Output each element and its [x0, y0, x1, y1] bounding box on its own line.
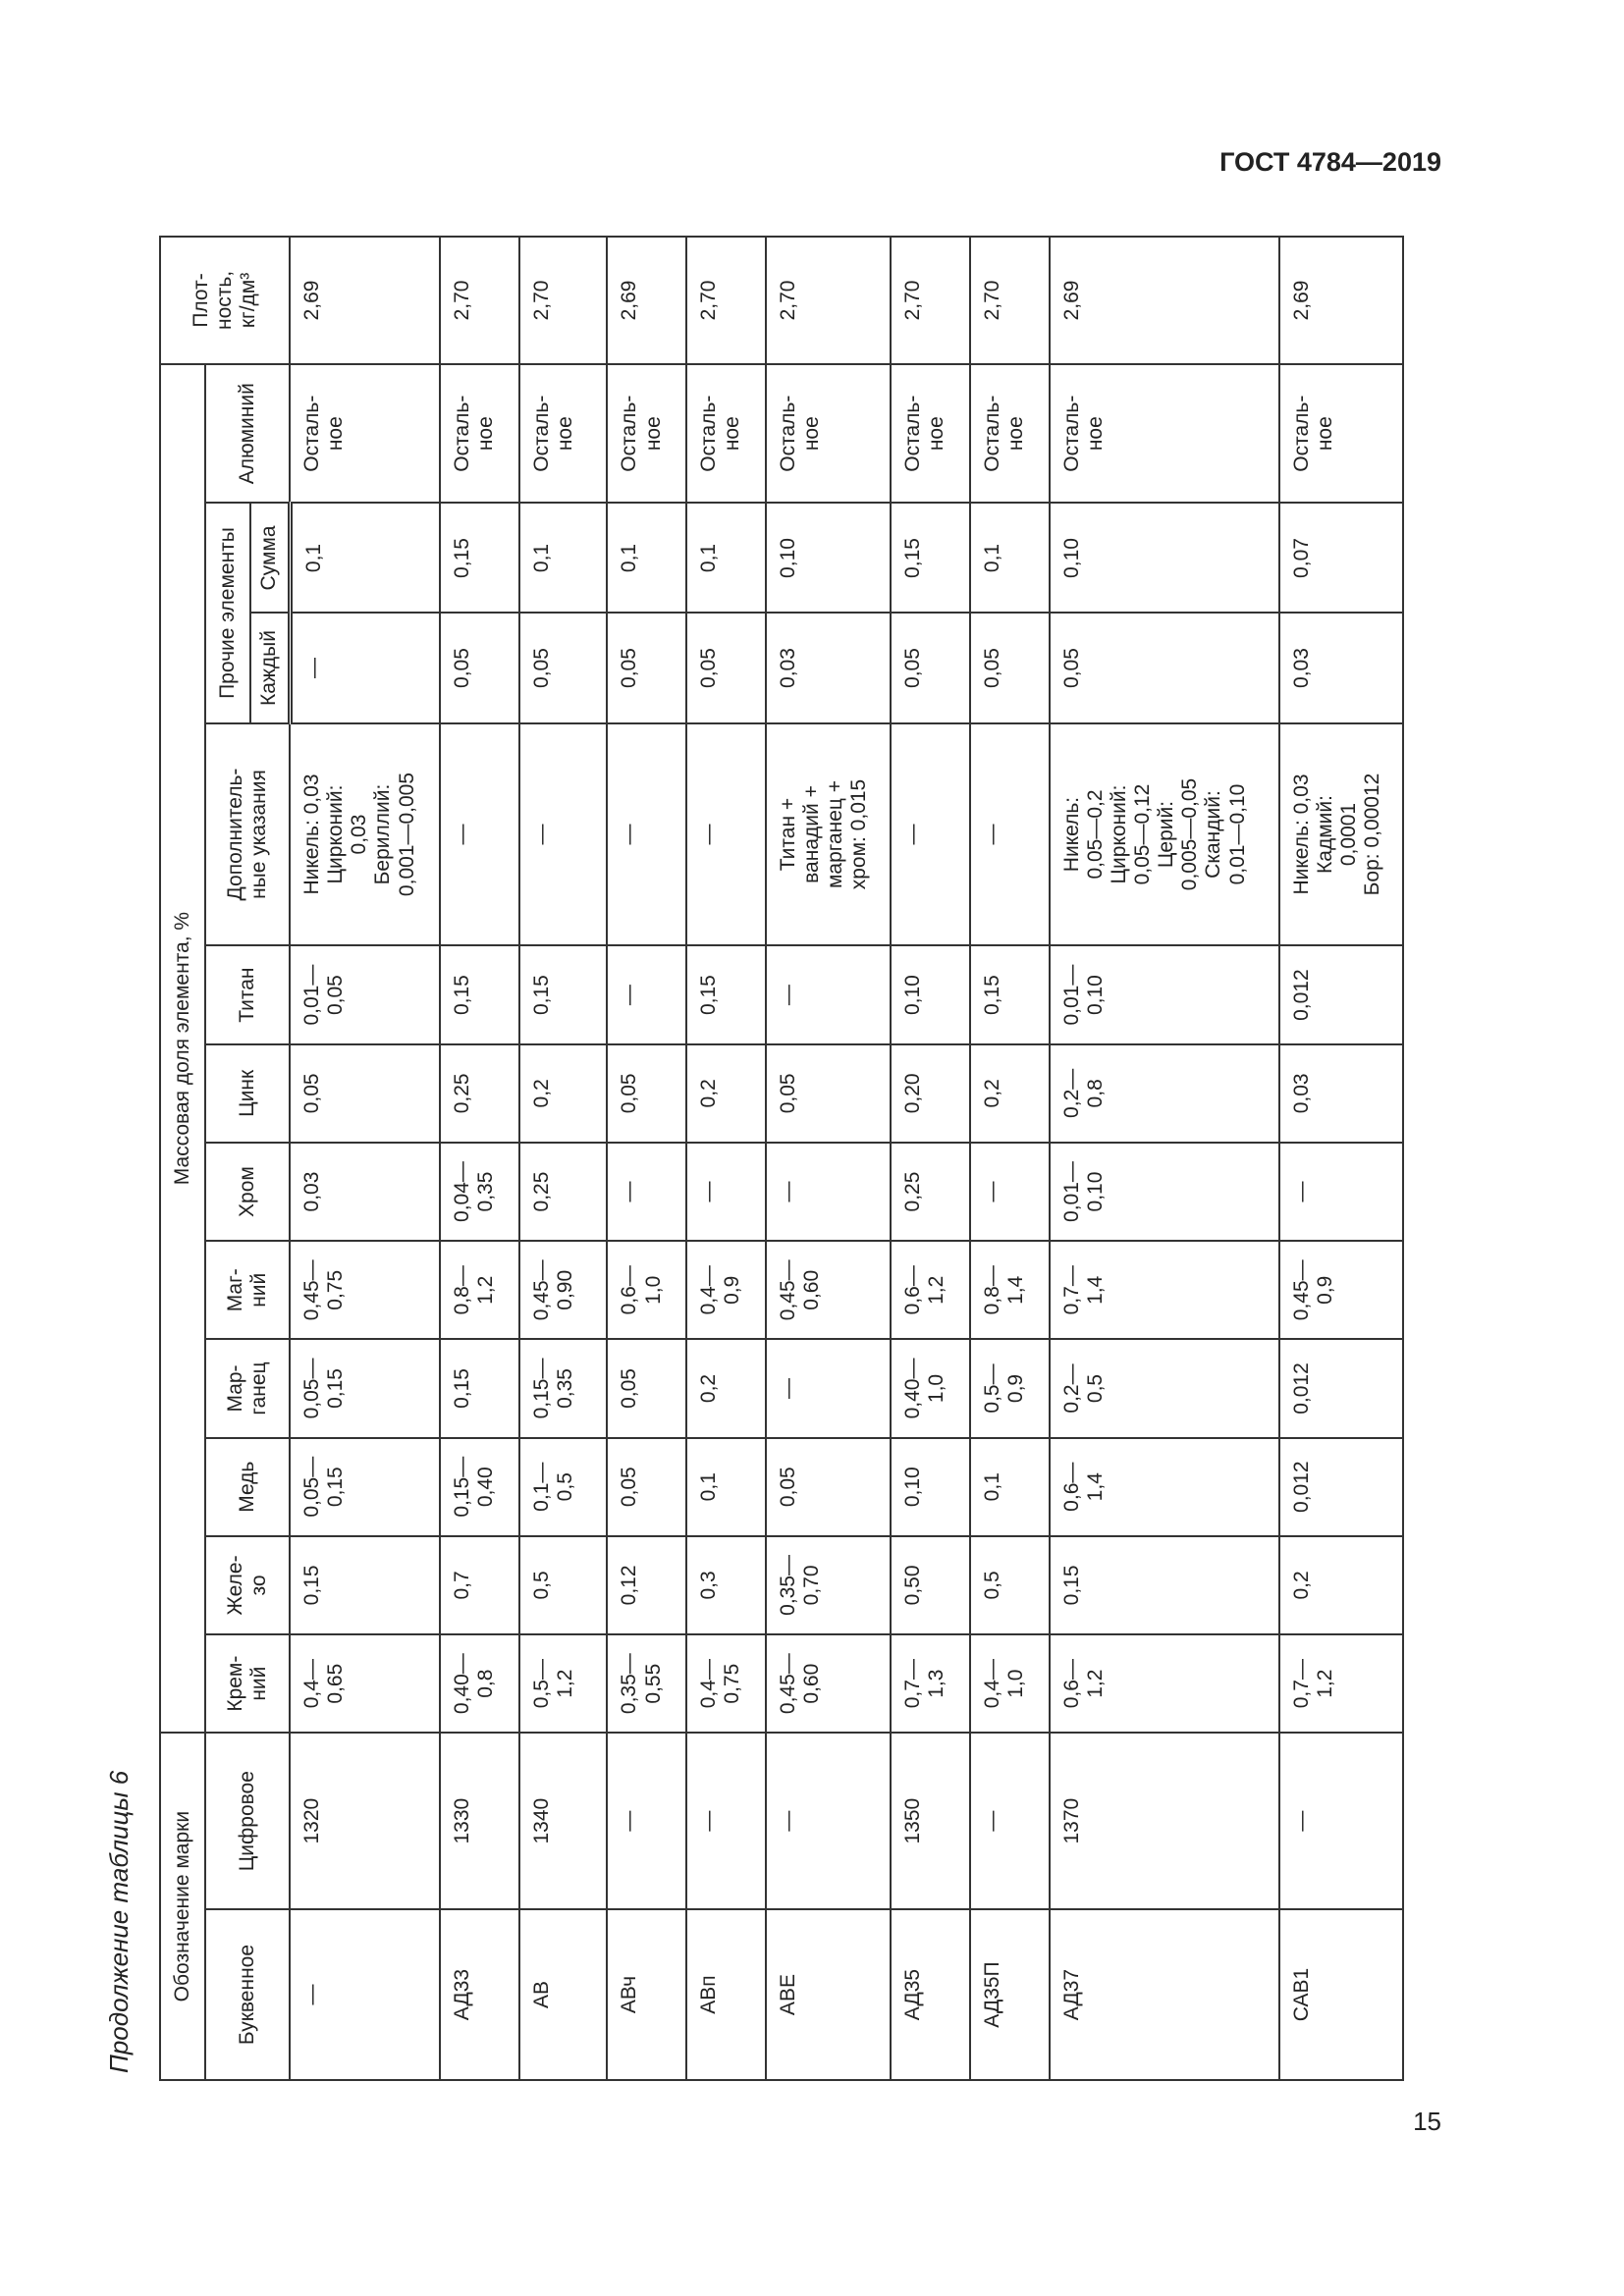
cell-additional-notes: — — [519, 723, 608, 946]
cell-manganese: 0,2 — [686, 1339, 766, 1437]
cell-other-sum: 0,15 — [891, 503, 970, 613]
cell-chromium: — — [970, 1143, 1050, 1241]
cell-other-each: 0,05 — [1050, 614, 1279, 723]
table-row — [1050, 237, 1279, 2080]
cell-aluminium: Осталь- ное — [440, 364, 519, 504]
header-letter: Буквенное — [205, 1909, 290, 2080]
cell-titanium: 0,15 — [686, 946, 766, 1044]
cell-titanium: 0,15 — [970, 946, 1050, 1044]
cell-other-each: 0,05 — [891, 614, 970, 723]
header-mass-fraction: Массовая доля элемента, % — [160, 364, 205, 1733]
header-copper: Медь — [205, 1438, 290, 1536]
cell-manganese: 0,05— 0,15 — [290, 1339, 440, 1437]
cell-magnesium: 0,45— 0,60 — [766, 1241, 892, 1339]
table-row — [1279, 237, 1403, 2080]
cell-aluminium: Осталь- ное — [1279, 364, 1403, 504]
cell-other-sum: 0,1 — [686, 503, 766, 613]
cell-other-sum: 0,07 — [1279, 503, 1403, 613]
cell-titanium: 0,012 — [1279, 946, 1403, 1044]
cell-manganese: 0,40— 1,0 — [891, 1339, 970, 1437]
header-sum: Сумма — [250, 503, 290, 613]
cell-grade-letter: АД35П — [970, 1909, 1050, 2080]
cell-additional-notes: Никель: 0,03 Цирконий: 0,03 Бериллий: 0,001—0,005 — [290, 723, 440, 946]
cell-magnesium: 0,8— 1,4 — [970, 1241, 1050, 1339]
cell-silicon: 0,40— 0,8 — [440, 1634, 519, 1733]
table-row — [891, 237, 970, 2080]
cell-other-each: 0,05 — [607, 614, 686, 723]
cell-other-sum: 0,1 — [970, 503, 1050, 613]
cell-silicon: 0,4— 0,65 — [290, 1634, 440, 1733]
table-row — [970, 237, 1050, 2080]
cell-grade-letter: АД33 — [440, 1909, 519, 2080]
cell-zinc: 0,05 — [607, 1044, 686, 1143]
cell-copper: 0,1 — [970, 1438, 1050, 1536]
header-iron: Желе- зо — [205, 1536, 290, 1634]
header-each: Каждый — [250, 614, 290, 723]
cell-grade-letter: АВЕ — [766, 1909, 892, 2080]
cell-additional-notes: Никель: 0,03 Кадмий: 0,0001 Бор: 0,00012 — [1279, 723, 1403, 946]
cell-aluminium: Осталь- ное — [519, 364, 608, 504]
cell-titanium: 0,01— 0,05 — [290, 946, 440, 1044]
cell-other-sum: 0,10 — [1050, 503, 1279, 613]
cell-zinc: 0,05 — [766, 1044, 892, 1143]
header-magnesium: Маг- ний — [205, 1241, 290, 1339]
cell-grade-digital: 1350 — [891, 1733, 970, 1909]
cell-aluminium: Осталь- ное — [607, 364, 686, 504]
cell-chromium: 0,03 — [290, 1143, 440, 1241]
cell-copper: 0,012 — [1279, 1438, 1403, 1536]
composition-table — [159, 236, 1404, 2081]
cell-other-sum: 0,1 — [519, 503, 608, 613]
cell-chromium: 0,01— 0,10 — [1050, 1143, 1279, 1241]
cell-density: 2,69 — [1050, 237, 1279, 364]
cell-magnesium: 0,8— 1,2 — [440, 1241, 519, 1339]
cell-other-each: 0,05 — [686, 614, 766, 723]
cell-other-each: 0,05 — [970, 614, 1050, 723]
cell-density: 2,70 — [519, 237, 608, 364]
header-manganese: Мар- ганец — [205, 1339, 290, 1437]
cell-other-sum: 0,1 — [290, 503, 440, 613]
cell-grade-digital: — — [607, 1733, 686, 1909]
cell-manganese: 0,5— 0,9 — [970, 1339, 1050, 1437]
cell-iron: 0,50 — [891, 1536, 970, 1634]
cell-copper: 0,05 — [607, 1438, 686, 1536]
cell-iron: 0,3 — [686, 1536, 766, 1634]
cell-other-sum: 0,10 — [766, 503, 892, 613]
header-chromium: Хром — [205, 1143, 290, 1241]
cell-zinc: 0,2 — [519, 1044, 608, 1143]
cell-magnesium: 0,4— 0,9 — [686, 1241, 766, 1339]
cell-copper: 0,6— 1,4 — [1050, 1438, 1279, 1536]
table-row — [519, 237, 608, 2080]
header-density: Плот- ность, кг/дм³ — [160, 237, 290, 364]
cell-grade-digital: 1340 — [519, 1733, 608, 1909]
cell-magnesium: 0,6— 1,0 — [607, 1241, 686, 1339]
header-designation: Обозначение марки — [160, 1733, 205, 2080]
header-other-elements: Прочие элементы — [205, 503, 250, 722]
header-titanium: Титан — [205, 946, 290, 1044]
header-additional: Дополнитель- ные указания — [205, 723, 290, 946]
cell-chromium: — — [766, 1143, 892, 1241]
table-row — [290, 237, 440, 2080]
cell-titanium: — — [607, 946, 686, 1044]
cell-copper: 0,05— 0,15 — [290, 1438, 440, 1536]
cell-copper: 0,1 — [686, 1438, 766, 1536]
cell-chromium: 0,25 — [519, 1143, 608, 1241]
cell-aluminium: Осталь- ное — [290, 364, 440, 504]
cell-iron: 0,7 — [440, 1536, 519, 1634]
cell-zinc: 0,2— 0,8 — [1050, 1044, 1279, 1143]
cell-silicon: 0,45— 0,60 — [766, 1634, 892, 1733]
cell-density: 2,69 — [290, 237, 440, 364]
cell-grade-letter: АВп — [686, 1909, 766, 2080]
cell-manganese: 0,012 — [1279, 1339, 1403, 1437]
cell-magnesium: 0,45— 0,9 — [1279, 1241, 1403, 1339]
cell-zinc: 0,20 — [891, 1044, 970, 1143]
cell-silicon: 0,4— 0,75 — [686, 1634, 766, 1733]
cell-aluminium: Осталь- ное — [686, 364, 766, 504]
header-zinc: Цинк — [205, 1044, 290, 1143]
cell-grade-digital: — — [686, 1733, 766, 1909]
cell-iron: 0,2 — [1279, 1536, 1403, 1634]
cell-chromium: — — [607, 1143, 686, 1241]
cell-other-each: 0,03 — [1279, 614, 1403, 723]
cell-density: 2,70 — [891, 237, 970, 364]
cell-copper: 0,15— 0,40 — [440, 1438, 519, 1536]
cell-titanium: 0,10 — [891, 946, 970, 1044]
page-number: 15 — [1413, 2107, 1441, 2136]
cell-zinc: 0,05 — [290, 1044, 440, 1143]
cell-magnesium: 0,45— 0,75 — [290, 1241, 440, 1339]
cell-aluminium: Осталь- ное — [891, 364, 970, 504]
cell-iron: 0,35— 0,70 — [766, 1536, 892, 1634]
table-row — [766, 237, 892, 2080]
cell-additional-notes: Никель: 0,05—0,2 Цирконий: 0,05—0,12 Церий: 0,005—0,05 Скандий: 0,01—0,10 — [1050, 723, 1279, 946]
cell-silicon: 0,7— 1,3 — [891, 1634, 970, 1733]
cell-additional-notes: — — [607, 723, 686, 946]
cell-additional-notes: — — [970, 723, 1050, 946]
cell-iron: 0,15 — [290, 1536, 440, 1634]
cell-additional-notes: — — [891, 723, 970, 946]
cell-grade-digital: — — [970, 1733, 1050, 1909]
cell-grade-digital: 1320 — [290, 1733, 440, 1909]
cell-aluminium: Осталь- ное — [766, 364, 892, 504]
cell-other-each: 0,05 — [519, 614, 608, 723]
composition-table-rotated — [159, 236, 1404, 2081]
cell-manganese: — — [766, 1339, 892, 1437]
cell-copper: 0,05 — [766, 1438, 892, 1536]
cell-magnesium: 0,7— 1,4 — [1050, 1241, 1279, 1339]
cell-grade-letter: АВч — [607, 1909, 686, 2080]
cell-grade-letter: — — [290, 1909, 440, 2080]
cell-zinc: 0,2 — [686, 1044, 766, 1143]
table-row — [607, 237, 686, 2080]
cell-aluminium: Осталь- ное — [970, 364, 1050, 504]
cell-density: 2,70 — [686, 237, 766, 364]
cell-grade-letter: АД37 — [1050, 1909, 1279, 2080]
cell-density: 2,70 — [970, 237, 1050, 364]
cell-magnesium: 0,45— 0,90 — [519, 1241, 608, 1339]
cell-other-each: — — [290, 614, 440, 723]
cell-magnesium: 0,6— 1,2 — [891, 1241, 970, 1339]
cell-silicon: 0,5— 1,2 — [519, 1634, 608, 1733]
cell-titanium: 0,15 — [440, 946, 519, 1044]
cell-titanium: — — [766, 946, 892, 1044]
cell-density: 2,70 — [766, 237, 892, 364]
cell-zinc: 0,25 — [440, 1044, 519, 1143]
cell-grade-letter: АВ — [519, 1909, 608, 2080]
cell-copper: 0,1— 0,5 — [519, 1438, 608, 1536]
cell-silicon: 0,4— 1,0 — [970, 1634, 1050, 1733]
header-aluminium: Алюминий — [205, 364, 290, 504]
cell-aluminium: Осталь- ное — [1050, 364, 1279, 504]
cell-grade-digital: — — [766, 1733, 892, 1909]
table-row — [686, 237, 766, 2080]
cell-density: 2,70 — [440, 237, 519, 364]
cell-titanium: 0,15 — [519, 946, 608, 1044]
cell-chromium: — — [686, 1143, 766, 1241]
cell-other-each: 0,03 — [766, 614, 892, 723]
cell-density: 2,69 — [607, 237, 686, 364]
table-caption: Продолжение таблицы 6 — [104, 1770, 134, 2073]
cell-iron: 0,5 — [970, 1536, 1050, 1634]
cell-other-each: 0,05 — [440, 614, 519, 723]
cell-grade-digital: 1370 — [1050, 1733, 1279, 1909]
table-row — [440, 237, 519, 2080]
cell-manganese: 0,2— 0,5 — [1050, 1339, 1279, 1437]
cell-chromium: 0,25 — [891, 1143, 970, 1241]
cell-iron: 0,15 — [1050, 1536, 1279, 1634]
cell-silicon: 0,6— 1,2 — [1050, 1634, 1279, 1733]
cell-manganese: 0,15 — [440, 1339, 519, 1437]
cell-iron: 0,12 — [607, 1536, 686, 1634]
cell-density: 2,69 — [1279, 237, 1403, 364]
cell-manganese: 0,05 — [607, 1339, 686, 1437]
cell-titanium: 0,01— 0,10 — [1050, 946, 1279, 1044]
cell-zinc: 0,2 — [970, 1044, 1050, 1143]
cell-grade-letter: САВ1 — [1279, 1909, 1403, 2080]
cell-additional-notes: — — [686, 723, 766, 946]
cell-silicon: 0,35— 0,55 — [607, 1634, 686, 1733]
cell-iron: 0,5 — [519, 1536, 608, 1634]
cell-additional-notes: — — [440, 723, 519, 946]
cell-copper: 0,10 — [891, 1438, 970, 1536]
cell-grade-digital: — — [1279, 1733, 1403, 1909]
document-code: ГОСТ 4784—2019 — [1219, 147, 1441, 177]
cell-additional-notes: Титан + ванадий + марганец + хром: 0,015 — [766, 723, 892, 946]
cell-other-sum: 0,1 — [607, 503, 686, 613]
cell-silicon: 0,7— 1,2 — [1279, 1634, 1403, 1733]
cell-chromium: 0,04— 0,35 — [440, 1143, 519, 1241]
cell-manganese: 0,15— 0,35 — [519, 1339, 608, 1437]
cell-grade-digital: 1330 — [440, 1733, 519, 1909]
cell-chromium: — — [1279, 1143, 1403, 1241]
header-silicon: Крем- ний — [205, 1634, 290, 1733]
header-digital: Цифровое — [205, 1733, 290, 1909]
cell-other-sum: 0,15 — [440, 503, 519, 613]
cell-zinc: 0,03 — [1279, 1044, 1403, 1143]
cell-grade-letter: АД35 — [891, 1909, 970, 2080]
